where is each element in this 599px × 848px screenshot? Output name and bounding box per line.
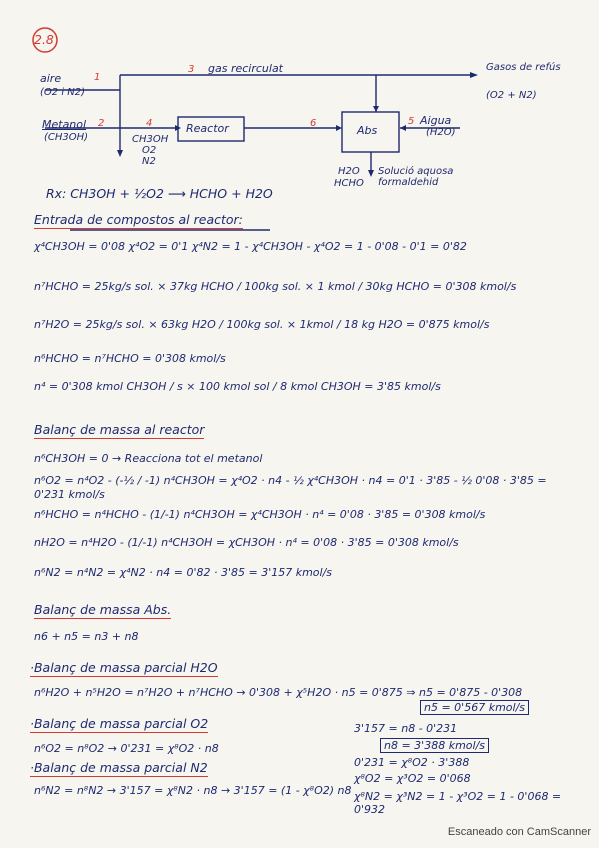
stream-3-marker: 3: [188, 64, 195, 75]
product-comp-hcho: HCHO: [334, 178, 364, 189]
label-water-formula: (H2O): [426, 127, 456, 138]
feed-comp-o2: O2: [142, 145, 157, 156]
eq-o2-balance: n⁶O2 = n⁸O2 → 0'231 = χ⁸O2 · n8: [34, 742, 219, 755]
eq-right-5: χ⁸N2 = χ³N2 = 1 - χ³O2 = 1 - 0'068 = 0'932: [354, 790, 562, 816]
section-title-h2o-balance: ·Balanç de massa parcial H2O: [30, 660, 218, 675]
label-outlet-gas-composition: (O2 + N2): [486, 90, 537, 101]
eq-inlet-fractions: χ⁴CH3OH = 0'08 χ⁴O2 = 0'1 χ⁴N2 = 1 - χ⁴CH3OH - χ⁴O2 = 1 - 0'08 - 0'1 = 0'82: [34, 240, 467, 253]
eq-n-h2o: nH2O = n⁴H2O - (1/-1) n⁴CH3OH = χCH3OH · n⁴ = 0'08 · 3'85 = 0'308 kmol/s: [34, 536, 459, 549]
label-air: aire: [40, 72, 62, 85]
eq-right-1: 3'157 = n8 - 0'231: [354, 722, 458, 735]
product-description: Solució aquosa formaldehid: [378, 166, 454, 188]
eq-n6-ch3oh: n⁶CH3OH = 0 → Reacciona tot el metanol: [34, 452, 263, 465]
section-title-reactor-inputs: Entrada de compostos al reactor:: [34, 212, 243, 227]
stream-5-marker: 5: [408, 116, 415, 127]
section-title-reactor-balance: Balanç de massa al reactor: [34, 422, 205, 437]
eq-abs-overall: n6 + n5 = n3 + n8: [34, 630, 139, 643]
stream-6-marker: 6: [310, 118, 317, 129]
eq-h2o-flow: n⁷H2O = 25kg/s sol. × 63kg H2O / 100kg sol. × 1kmol / 18 kg H2O = 0'875 kmol/s: [34, 318, 490, 331]
eq-n6-o2: n⁶O2 = n⁴O2 - (-½ / -1) n⁴CH3OH = χ⁴O2 · n4 - ½ χ⁴CH3OH · n4 = 0'1 · 3'85 - ½ 0'08 · 3'85 = 0'231 kmol/s: [34, 474, 547, 501]
section-title-n2-balance: ·Balanç de massa parcial N2: [30, 760, 208, 775]
label-water: Aigua: [420, 114, 452, 127]
absorber-label: Abs: [357, 124, 378, 137]
eq-right-4: χ⁸O2 = χ³O2 = 0'068: [354, 772, 471, 785]
feed-comp-ch3oh: CH3OH: [132, 134, 169, 145]
result-n8: n8 = 3'388 kmol/s: [380, 738, 489, 753]
section-title-abs-balance: Balanç de massa Abs.: [34, 602, 172, 617]
label-recycle-gas: gas recirculat: [208, 62, 283, 75]
problem-number: 2.8: [34, 32, 54, 47]
feed-comp-n2: N2: [142, 156, 156, 167]
eq-n6-n2: n⁶N2 = n⁴N2 = χ⁴N2 · n4 = 0'82 · 3'85 = 3'157 kmol/s: [34, 566, 333, 579]
eq-n2-balance: n⁶N2 = n⁸N2 → 3'157 = χ⁸N2 · n8 → 3'157 = (1 - χ⁸O2) n8: [34, 784, 352, 797]
eq-hcho-equality: n⁶HCHO = n⁷HCHO = 0'308 kmol/s: [34, 352, 226, 365]
label-methanol-formula: (CH3OH): [44, 132, 89, 143]
stream-4-marker: 4: [146, 118, 153, 129]
eq-hcho-flow: n⁷HCHO = 25kg/s sol. × 37kg HCHO / 100kg sol. × 1 kmol / 30kg HCHO = 0'308 kmol/s: [34, 280, 517, 293]
label-methanol: Metanol: [42, 118, 87, 131]
section-title-o2-balance: ·Balanç de massa parcial O2: [30, 716, 209, 731]
scanner-watermark: Escaneado con CamScanner: [447, 826, 591, 838]
label-outlet-gas: Gasos de refús: [486, 62, 561, 73]
stream-1-marker: 1: [94, 72, 101, 83]
eq-n6-hcho: n⁶HCHO = n⁴HCHO - (1/-1) n⁴CH3OH = χ⁴CH3OH · n⁴ = 0'08 · 3'85 = 0'308 kmol/s: [34, 508, 486, 521]
eq-n4: n⁴ = 0'308 kmol CH3OH / s × 100 kmol sol / 8 kmol CH3OH = 3'85 kmol/s: [34, 380, 441, 393]
eq-right-3: 0'231 = χ⁸O2 · 3'388: [354, 756, 470, 769]
eq-h2o-balance: n⁶H2O + n⁵H2O = n⁷H2O + n⁷HCHO → 0'308 + χ⁵H2O · n5 = 0'875 ⇒ n5 = 0'875 - 0'308: [34, 686, 523, 699]
reactor-label: Reactor: [186, 122, 229, 135]
stream-2-marker: 2: [98, 118, 105, 129]
reaction-equation: Rx: CH3OH + ½O2 ⟶ HCHO + H2O: [46, 186, 273, 201]
result-n5: n5 = 0'567 kmol/s: [420, 700, 529, 715]
label-air-composition: (O2 i N2): [40, 87, 86, 98]
product-comp-h2o: H2O: [338, 166, 360, 177]
